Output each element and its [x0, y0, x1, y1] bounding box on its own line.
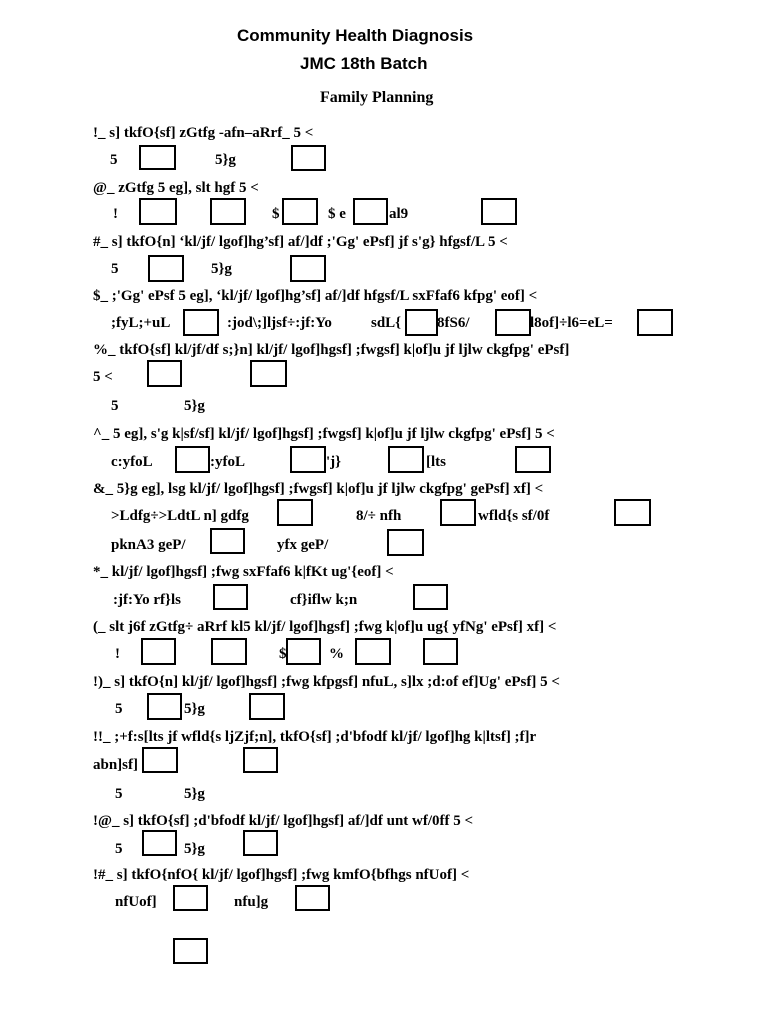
question-10: !)_ s] tkfO{n] kl/jf/ lgof]hgsf] ;fwg kfpgsf] nfuL, s]lx ;d:of ef]Ug' ePsf] 5 <: [93, 674, 560, 690]
option-label: $ e: [328, 206, 346, 222]
checkbox[interactable]: [249, 693, 285, 720]
option-label: 5: [110, 152, 118, 168]
option-label: !: [115, 646, 120, 662]
option-label: wfld{s sf/0f: [478, 508, 550, 524]
question-1: !_ s] tkfO{sf] zGtfg -afn–aRrf_ 5 <: [93, 125, 314, 141]
option-label: sdL{: [371, 315, 402, 331]
checkbox[interactable]: [210, 528, 245, 554]
section-title: Family Planning: [320, 89, 434, 106]
checkbox[interactable]: [142, 830, 177, 856]
checkbox[interactable]: [295, 885, 330, 911]
checkbox[interactable]: [481, 198, 517, 225]
option-label: :yfoL: [210, 454, 245, 470]
option-label: [lts: [426, 454, 446, 470]
checkbox[interactable]: [250, 360, 287, 387]
checkbox[interactable]: [243, 747, 278, 773]
option-label: $: [272, 206, 280, 222]
option-label: 5: [111, 261, 119, 277]
question-6: ^_ 5 eg], s'g k|sf/sf] kl/jf/ lgof]hgsf] ;fwgsf] k|of]u jf ljlw ckgfpg' ePsf] 5 <: [93, 426, 555, 442]
option-label: %: [329, 646, 344, 662]
checkbox[interactable]: [141, 638, 176, 665]
option-label: >Ldfg÷>LdtL n] gdfg: [111, 508, 249, 524]
checkbox[interactable]: [139, 145, 176, 170]
option-label: al9: [389, 206, 409, 222]
question-5: %_ tkfO{sf] kl/jf/df s;}n] kl/jf/ lgof]hgsf] ;fwgsf] k|of]u jf ljlw ckgfpg' ePsf]: [93, 342, 570, 358]
checkbox[interactable]: [355, 638, 391, 665]
question-8: *_ kl/jf/ lgof]hgsf] ;fwg sxFfaf6 k|fKt ug'{eof] <: [93, 564, 394, 580]
option-label: 5}g: [215, 152, 236, 168]
checkbox[interactable]: [175, 446, 210, 473]
checkbox[interactable]: [290, 255, 326, 282]
checkbox[interactable]: [388, 446, 424, 473]
option-label: 5: [111, 398, 119, 414]
option-label: 5}g: [184, 786, 205, 802]
checkbox[interactable]: [282, 198, 318, 225]
checkbox[interactable]: [139, 198, 177, 225]
checkbox[interactable]: [173, 885, 208, 911]
checkbox[interactable]: [423, 638, 458, 665]
option-label: nfUof]: [115, 894, 157, 910]
question-3: #_ s] tkfO{n] ‘kl/jf/ lgof]hg’sf] af/]df ;'Gg' ePsf] jf s'g} hfgsf/L 5 <: [93, 234, 508, 250]
checkbox[interactable]: [286, 638, 321, 665]
document-title: Community Health Diagnosis: [237, 26, 474, 45]
option-label: 5: [115, 701, 123, 717]
question-13: !#_ s] tkfO{nfO{ kl/jf/ lgof]hgsf] ;fwg kmfO{bfhgs nfUof] <: [93, 867, 470, 883]
batch-title: JMC 18th Batch: [300, 54, 428, 73]
question-9: (_ slt j6f zGtfg÷ aRrf kl5 kl/jf/ lgof]hgsf] ;fwg k|of]u ug{ yfNg' ePsf] xf] <: [93, 619, 557, 635]
checkbox[interactable]: [637, 309, 673, 336]
option-label: nfu]g: [234, 894, 269, 910]
question-4: $_ ;'Gg' ePsf 5 eg], ‘kl/jf/ lgof]hg’sf] af/]df hfgsf/L sxFfaf6 kfpg' eof] <: [93, 288, 538, 304]
question-11: !!_ ;+f:s[lts jf wfld{s ljZjf;n], tkfO{sf] ;d'bfodf kl/jf/ lgof]hg k|ltsf] ;f]r: [93, 729, 537, 745]
option-label: $: [279, 646, 287, 662]
checkbox[interactable]: [213, 584, 248, 610]
checkbox[interactable]: [515, 446, 551, 473]
question-5-cont: 5 <: [93, 369, 113, 385]
checkbox[interactable]: [405, 309, 438, 336]
question-11-cont: abn]sf]: [93, 757, 139, 773]
option-label: 5}g: [211, 261, 232, 277]
option-label: 8fS6/: [437, 315, 470, 331]
checkbox[interactable]: [277, 499, 313, 526]
checkbox[interactable]: [243, 830, 278, 856]
option-label: :jod\;]ljsf÷:jf:Yo: [227, 315, 332, 331]
checkbox[interactable]: [353, 198, 388, 225]
option-label: :jf:Yo rf}ls: [113, 592, 181, 608]
checkbox[interactable]: [148, 255, 184, 282]
question-12: !@_ s] tkfO{sf] ;d'bfodf kl/jf/ lgof]hgsf] af/]df unt wf/0ff 5 <: [93, 813, 474, 829]
option-label: l8of]÷l6=eL=: [530, 315, 613, 331]
question-2: @_ zGtfg 5 eg], slt hgf 5 <: [93, 180, 259, 196]
checkbox[interactable]: [290, 446, 326, 473]
checkbox[interactable]: [147, 360, 182, 387]
checkbox[interactable]: [183, 309, 219, 336]
option-label: 'j}: [326, 454, 342, 470]
option-label: pknA3 geP/: [111, 537, 186, 553]
checkbox[interactable]: [440, 499, 476, 526]
option-label: yfx geP/: [277, 537, 329, 553]
option-label: c:yfoL: [111, 454, 153, 470]
checkbox[interactable]: [387, 529, 424, 556]
checkbox[interactable]: [211, 638, 247, 665]
option-label: ;fyL;+uL: [111, 315, 171, 331]
checkbox[interactable]: [173, 938, 208, 964]
checkbox[interactable]: [210, 198, 246, 225]
checkbox[interactable]: [291, 145, 326, 171]
checkbox[interactable]: [147, 693, 182, 720]
question-7: &_ 5}g eg], lsg kl/jf/ lgof]hgsf] ;fwgsf] k|of]u jf ljlw ckgfpg' gePsf] xf] <: [93, 481, 544, 497]
option-label: 5}g: [184, 841, 205, 857]
option-label: 8/÷ nfh: [356, 508, 402, 524]
checkbox[interactable]: [614, 499, 651, 526]
option-label: 5: [115, 786, 123, 802]
option-label: 5}g: [184, 398, 205, 414]
option-label: 5}g: [184, 701, 205, 717]
checkbox[interactable]: [142, 747, 178, 773]
checkbox[interactable]: [495, 309, 531, 336]
option-label: !: [113, 206, 118, 222]
checkbox[interactable]: [413, 584, 448, 610]
option-label: 5: [115, 841, 123, 857]
option-label: cf}iflw k;n: [290, 592, 358, 608]
